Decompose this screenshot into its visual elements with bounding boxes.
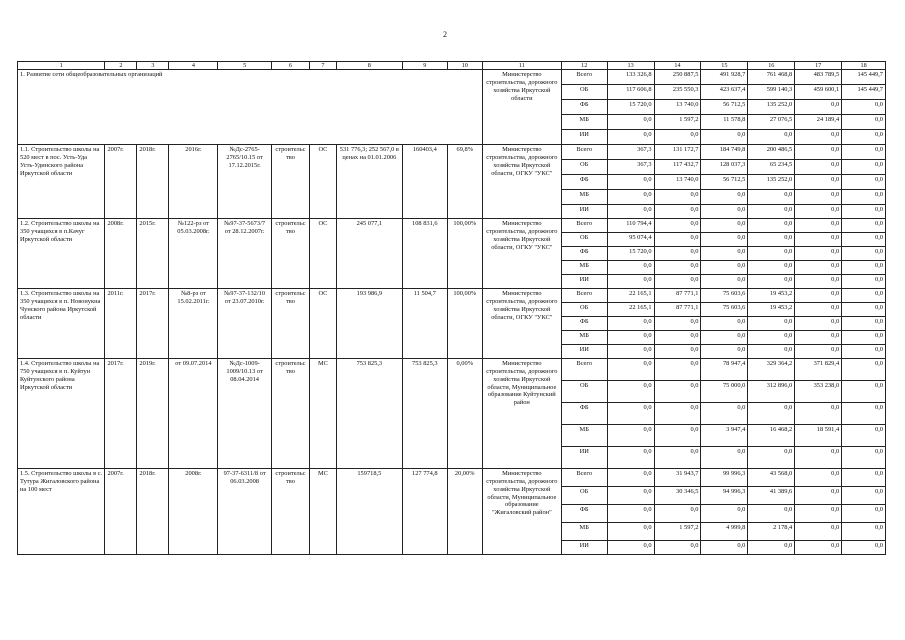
amount-cell: 0,0 — [795, 331, 842, 345]
table-row — [18, 145, 886, 160]
end-year: 2018г. — [137, 145, 169, 219]
header-cell: 1 — [18, 62, 105, 70]
amount-cell: 1 597,2 — [654, 115, 701, 130]
amount-cell: 0,0 — [842, 100, 886, 115]
expertise-ref: №Дс-1009-1009/10.13 от 08.04.2014 — [218, 359, 271, 469]
funding-source: ИИ — [561, 345, 607, 359]
amount-cell: 0,0 — [607, 487, 654, 505]
amount-cell: 312 896,0 — [748, 381, 795, 403]
amount-cell: 0,0 — [748, 205, 795, 219]
amount-cell: 0,0 — [795, 447, 842, 469]
amount-cell: 0,0 — [607, 381, 654, 403]
amount-cell: 0,0 — [795, 100, 842, 115]
amount-cell: 0,0 — [701, 205, 748, 219]
estimate-cost: 193 986,9 — [336, 289, 402, 359]
amount-cell: 0,0 — [654, 130, 701, 145]
amount-cell: 110 794,4 — [607, 219, 654, 233]
amount-cell: 0,0 — [795, 345, 842, 359]
amount-cell: 0,0 — [654, 403, 701, 425]
amount-cell: 483 789,5 — [795, 70, 842, 85]
amount-cell: 0,0 — [607, 115, 654, 130]
amount-cell: 0,0 — [654, 275, 701, 289]
amount-cell: 0,0 — [748, 317, 795, 331]
amount-cell: 0,0 — [748, 247, 795, 261]
amount-cell: 0,0 — [748, 190, 795, 205]
amount-cell: 0,0 — [607, 205, 654, 219]
funding-source: Всего — [561, 359, 607, 381]
amount-cell: 0,0 — [654, 317, 701, 331]
header-cell: 15 — [701, 62, 748, 70]
amount-cell: 22 165,1 — [607, 289, 654, 303]
amount-cell: 15 720,0 — [607, 100, 654, 115]
amount-cell: 0,0 — [607, 541, 654, 555]
amount-cell: 18 591,4 — [795, 425, 842, 447]
funding-source: ФБ — [561, 505, 607, 523]
funding-source: ФБ — [561, 247, 607, 261]
amount-cell: 0,0 — [842, 115, 886, 130]
amount-cell: 41 389,6 — [748, 487, 795, 505]
table-row — [18, 70, 886, 85]
amount-cell: 31 943,7 — [654, 469, 701, 487]
amount-cell: 0,0 — [748, 541, 795, 555]
funding-source: МБ — [561, 331, 607, 345]
expertise-ref: №97-37-132/10 от 23.07.2010г. — [218, 289, 271, 359]
amount-cell: 0,0 — [654, 541, 701, 555]
amount-cell: 0,0 — [842, 523, 886, 541]
amount-cell: 0,0 — [795, 233, 842, 247]
funding-source: ИИ — [561, 541, 607, 555]
executor: Министерство строительства, дорожного хозяйства Иркутской области, ОГКУ "УКС" — [482, 145, 561, 219]
readiness-percent: 69,8% — [447, 145, 482, 219]
funding-source: Всего — [561, 70, 607, 85]
amount-cell: 75 000,0 — [701, 381, 748, 403]
amount-cell: 0,0 — [607, 403, 654, 425]
amount-cell: 0,0 — [795, 523, 842, 541]
header-cell: 2 — [105, 62, 137, 70]
funding-source: Всего — [561, 145, 607, 160]
amount-cell: 0,0 — [607, 425, 654, 447]
estimate-cost: 245 077,1 — [336, 219, 402, 289]
ownership: ОС — [310, 145, 337, 219]
amount-cell: 0,0 — [748, 331, 795, 345]
amount-cell: 0,0 — [795, 289, 842, 303]
amount-cell: 0,0 — [748, 447, 795, 469]
decision-ref: №8-рз от 15.02.2011г. — [169, 289, 218, 359]
work-type: строительс тво — [271, 289, 309, 359]
amount-cell: 0,0 — [607, 469, 654, 487]
table-row — [18, 289, 886, 303]
readiness-percent: 100,00% — [447, 219, 482, 289]
amount-cell: 0,0 — [701, 233, 748, 247]
amount-cell: 367,3 — [607, 145, 654, 160]
start-year: 2008г. — [105, 219, 137, 289]
table-row — [18, 359, 886, 381]
amount-cell: 75 603,6 — [701, 289, 748, 303]
work-type: строительс тво — [271, 145, 309, 219]
amount-cell: 11 578,8 — [701, 115, 748, 130]
amount-cell: 0,0 — [842, 145, 886, 160]
amount-cell: 0,0 — [607, 317, 654, 331]
amount-cell: 0,0 — [795, 505, 842, 523]
amount-cell: 99 996,3 — [701, 469, 748, 487]
amount-cell: 0,0 — [701, 403, 748, 425]
amount-cell: 0,0 — [842, 261, 886, 275]
executor: Министерство строительства, дорожного хозяйства Иркутской области, Муниципальное образование "Жигаловский район" — [482, 469, 561, 555]
amount-cell: 423 637,4 — [701, 85, 748, 100]
amount-cell: 0,0 — [795, 469, 842, 487]
readiness-percent: 0,00% — [447, 359, 482, 469]
end-year: 2018г. — [137, 469, 169, 555]
section-title: 1. Развитие сети общеобразовательных организаций — [18, 70, 483, 145]
amount-cell: 0,0 — [701, 331, 748, 345]
amount-cell: 0,0 — [842, 317, 886, 331]
amount-cell: 0,0 — [654, 345, 701, 359]
header-cell: 6 — [271, 62, 309, 70]
header-cell: 18 — [842, 62, 886, 70]
executor: Министерство строительства, дорожного хозяйства Иркутской области, ОГКУ "УКС" — [482, 289, 561, 359]
amount-cell: 24 189,4 — [795, 115, 842, 130]
amount-cell: 1 597,2 — [654, 523, 701, 541]
estimate-cost: 159718,5 — [336, 469, 402, 555]
remaining-cost: 127 774,8 — [402, 469, 447, 555]
ownership: ОС — [310, 219, 337, 289]
amount-cell: 0,0 — [748, 130, 795, 145]
amount-cell: 0,0 — [842, 130, 886, 145]
amount-cell: 0,0 — [842, 403, 886, 425]
amount-cell: 19 453,2 — [748, 303, 795, 317]
amount-cell: 2 178,4 — [748, 523, 795, 541]
amount-cell: 0,0 — [842, 345, 886, 359]
amount-cell: 0,0 — [701, 505, 748, 523]
amount-cell: 0,0 — [701, 190, 748, 205]
amount-cell: 94 996,3 — [701, 487, 748, 505]
amount-cell: 0,0 — [607, 523, 654, 541]
amount-cell: 0,0 — [607, 175, 654, 190]
amount-cell: 0,0 — [842, 219, 886, 233]
amount-cell: 87 771,1 — [654, 289, 701, 303]
amount-cell: 0,0 — [748, 261, 795, 275]
amount-cell: 27 076,5 — [748, 115, 795, 130]
amount-cell: 0,0 — [701, 447, 748, 469]
executor: Министерство строительства, дорожного хозяйства Иркутской области, ОГКУ "УКС" — [482, 219, 561, 289]
amount-cell: 43 568,0 — [748, 469, 795, 487]
amount-cell: 0,0 — [842, 275, 886, 289]
amount-cell: 0,0 — [842, 381, 886, 403]
amount-cell: 0,0 — [701, 275, 748, 289]
amount-cell: 0,0 — [748, 403, 795, 425]
object-name: 1.2. Строительство школы на 350 учащихся в п.Качуг Иркутской области — [18, 219, 105, 289]
amount-cell: 0,0 — [607, 261, 654, 275]
ownership: МС — [310, 469, 337, 555]
amount-cell: 0,0 — [795, 541, 842, 555]
header-cell: 8 — [336, 62, 402, 70]
readiness-percent: 100,00% — [447, 289, 482, 359]
funding-source: МБ — [561, 190, 607, 205]
amount-cell: 0,0 — [795, 160, 842, 175]
amount-cell: 184 749,8 — [701, 145, 748, 160]
amount-cell: 56 712,5 — [701, 175, 748, 190]
amount-cell: 0,0 — [842, 303, 886, 317]
amount-cell: 0,0 — [842, 469, 886, 487]
amount-cell: 0,0 — [795, 205, 842, 219]
amount-cell: 0,0 — [654, 219, 701, 233]
amount-cell: 0,0 — [607, 130, 654, 145]
estimate-cost: 531 776,3; 252 567,0 в ценах на 01.01.2006 — [336, 145, 402, 219]
amount-cell: 0,0 — [842, 160, 886, 175]
object-name: 1.3. Строительство школы на 350 учащихся в п. Новонукна Чунского района Иркутской области — [18, 289, 105, 359]
expertise-ref: 97-37-6311/8 от 06.03.2008 — [218, 469, 271, 555]
amount-cell: 459 600,1 — [795, 85, 842, 100]
amount-cell: 0,0 — [654, 331, 701, 345]
amount-cell: 145 449,7 — [842, 85, 886, 100]
amount-cell: 0,0 — [795, 403, 842, 425]
amount-cell: 133 326,8 — [607, 70, 654, 85]
funding-source: Всего — [561, 219, 607, 233]
end-year: 2015г. — [137, 219, 169, 289]
header-cell: 10 — [447, 62, 482, 70]
amount-cell: 0,0 — [654, 205, 701, 219]
amount-cell: 0,0 — [748, 233, 795, 247]
amount-cell: 0,0 — [701, 219, 748, 233]
ownership: МС — [310, 359, 337, 469]
ownership: ОС — [310, 289, 337, 359]
amount-cell: 0,0 — [701, 247, 748, 261]
amount-cell: 0,0 — [748, 275, 795, 289]
executor: Министерство строительства, дорожного хозяйства Иркутской области — [482, 70, 561, 145]
remaining-cost: 11 504,7 — [402, 289, 447, 359]
amount-cell: 0,0 — [795, 303, 842, 317]
amount-cell: 0,0 — [748, 219, 795, 233]
amount-cell: 0,0 — [654, 261, 701, 275]
object-name: 1.4. Строительство школы на 750 учащихся в п. Куйтун Куйтунского района Иркутской области — [18, 359, 105, 469]
header-cell: 17 — [795, 62, 842, 70]
amount-cell: 250 887,5 — [654, 70, 701, 85]
amount-cell: 0,0 — [654, 247, 701, 261]
amount-cell: 117 606,8 — [607, 85, 654, 100]
amount-cell: 0,0 — [842, 247, 886, 261]
amount-cell: 0,0 — [842, 505, 886, 523]
header-cell: 7 — [310, 62, 337, 70]
amount-cell: 367,3 — [607, 160, 654, 175]
amount-cell: 117 432,7 — [654, 160, 701, 175]
object-name: 1.5. Строительство школы в с. Тутура Жигаловского района на 100 мест — [18, 469, 105, 555]
amount-cell: 145 449,7 — [842, 70, 886, 85]
amount-cell: 0,0 — [654, 190, 701, 205]
remaining-cost: 108 831,6 — [402, 219, 447, 289]
work-type: строительс тво — [271, 219, 309, 289]
amount-cell: 19 453,2 — [748, 289, 795, 303]
funding-source: ФБ — [561, 403, 607, 425]
amount-cell: 371 829,4 — [795, 359, 842, 381]
funding-source: ФБ — [561, 317, 607, 331]
amount-cell: 0,0 — [842, 233, 886, 247]
amount-cell: 0,0 — [795, 190, 842, 205]
table-row — [18, 219, 886, 233]
header-cell: 12 — [561, 62, 607, 70]
funding-source: Всего — [561, 289, 607, 303]
start-year: 2011г. — [105, 289, 137, 359]
amount-cell: 0,0 — [795, 275, 842, 289]
amount-cell: 0,0 — [607, 359, 654, 381]
amount-cell: 0,0 — [701, 261, 748, 275]
start-year: 2017г. — [105, 359, 137, 469]
funding-source: ИИ — [561, 447, 607, 469]
amount-cell: 0,0 — [842, 289, 886, 303]
amount-cell: 0,0 — [842, 425, 886, 447]
amount-cell: 0,0 — [701, 130, 748, 145]
amount-cell: 599 140,3 — [748, 85, 795, 100]
amount-cell: 0,0 — [654, 359, 701, 381]
amount-cell: 0,0 — [748, 345, 795, 359]
funding-source: Всего — [561, 469, 607, 487]
amount-cell: 22 165,1 — [607, 303, 654, 317]
amount-cell: 30 346,5 — [654, 487, 701, 505]
amount-cell: 0,0 — [842, 331, 886, 345]
expertise-ref: №Дс-2765-2765/10.15 от 17.12.2015г. — [218, 145, 271, 219]
amount-cell: 0,0 — [795, 247, 842, 261]
funding-source: МБ — [561, 523, 607, 541]
end-year: 2019г. — [137, 359, 169, 469]
amount-cell: 0,0 — [842, 447, 886, 469]
amount-cell: 0,0 — [795, 487, 842, 505]
amount-cell: 0,0 — [795, 317, 842, 331]
amount-cell: 0,0 — [701, 541, 748, 555]
amount-cell: 0,0 — [607, 331, 654, 345]
remaining-cost: 753 825,3 — [402, 359, 447, 469]
header-cell: 13 — [607, 62, 654, 70]
header-cell: 4 — [169, 62, 218, 70]
amount-cell: 353 238,0 — [795, 381, 842, 403]
funding-source: ОБ — [561, 381, 607, 403]
amount-cell: 0,0 — [842, 487, 886, 505]
object-name: 1.1. Строительство школы на 520 мест в пос. Усть-Уда Усть-Удинского района Иркутской области — [18, 145, 105, 219]
start-year: 2007г. — [105, 469, 137, 555]
amount-cell: 0,0 — [842, 359, 886, 381]
amount-cell: 56 712,5 — [701, 100, 748, 115]
funding-source: ФБ — [561, 175, 607, 190]
amount-cell: 0,0 — [795, 130, 842, 145]
amount-cell: 128 037,3 — [701, 160, 748, 175]
amount-cell: 0,0 — [654, 505, 701, 523]
amount-cell: 0,0 — [842, 205, 886, 219]
amount-cell: 200 486,5 — [748, 145, 795, 160]
amount-cell: 0,0 — [701, 317, 748, 331]
amount-cell: 0,0 — [795, 261, 842, 275]
funding-source: ИИ — [561, 130, 607, 145]
amount-cell: 491 928,7 — [701, 70, 748, 85]
funding-source: ОБ — [561, 85, 607, 100]
amount-cell: 75 603,6 — [701, 303, 748, 317]
amount-cell: 0,0 — [795, 175, 842, 190]
amount-cell: 131 172,7 — [654, 145, 701, 160]
funding-source: ОБ — [561, 303, 607, 317]
amount-cell: 235 550,3 — [654, 85, 701, 100]
estimate-cost: 753 825,3 — [336, 359, 402, 469]
amount-cell: 0,0 — [654, 425, 701, 447]
amount-cell: 0,0 — [701, 345, 748, 359]
work-type: строительс тво — [271, 359, 309, 469]
remaining-cost: 160403,4 — [402, 145, 447, 219]
amount-cell: 95 074,4 — [607, 233, 654, 247]
amount-cell: 0,0 — [607, 345, 654, 359]
amount-cell: 0,0 — [607, 447, 654, 469]
header-cell: 3 — [137, 62, 169, 70]
header-row — [18, 62, 886, 70]
funding-source: ОБ — [561, 233, 607, 247]
amount-cell: 16 468,2 — [748, 425, 795, 447]
amount-cell: 135 252,0 — [748, 175, 795, 190]
amount-cell: 0,0 — [654, 381, 701, 403]
table-row — [18, 469, 886, 487]
program-table — [17, 61, 886, 555]
funding-source: МБ — [561, 115, 607, 130]
amount-cell: 0,0 — [842, 190, 886, 205]
amount-cell: 87 771,1 — [654, 303, 701, 317]
decision-ref: 2016г. — [169, 145, 218, 219]
amount-cell: 135 252,0 — [748, 100, 795, 115]
amount-cell: 0,0 — [654, 447, 701, 469]
amount-cell: 0,0 — [795, 219, 842, 233]
amount-cell: 761 468,8 — [748, 70, 795, 85]
header-cell: 9 — [402, 62, 447, 70]
header-cell: 16 — [748, 62, 795, 70]
work-type: строительс тво — [271, 469, 309, 555]
amount-cell: 78 947,4 — [701, 359, 748, 381]
start-year: 2007г. — [105, 145, 137, 219]
amount-cell: 0,0 — [654, 233, 701, 247]
funding-source: ОБ — [561, 160, 607, 175]
amount-cell: 0,0 — [842, 175, 886, 190]
funding-source: ИИ — [561, 205, 607, 219]
amount-cell: 15 720,0 — [607, 247, 654, 261]
amount-cell: 3 947,4 — [701, 425, 748, 447]
amount-cell: 4 999,8 — [701, 523, 748, 541]
amount-cell: 329 364,2 — [748, 359, 795, 381]
funding-source: МБ — [561, 425, 607, 447]
amount-cell: 13 740,0 — [654, 100, 701, 115]
amount-cell: 0,0 — [607, 505, 654, 523]
funding-source: МБ — [561, 261, 607, 275]
funding-source: ИИ — [561, 275, 607, 289]
amount-cell: 0,0 — [795, 145, 842, 160]
expertise-ref: №97-37-5673/7 от 28.12.2007г. — [218, 219, 271, 289]
header-cell: 5 — [218, 62, 271, 70]
funding-source: ОБ — [561, 487, 607, 505]
decision-ref: №122-рз от 05.03.2008г. — [169, 219, 218, 289]
amount-cell: 0,0 — [842, 541, 886, 555]
header-cell: 11 — [482, 62, 561, 70]
page-number: 2 — [443, 30, 447, 39]
amount-cell: 0,0 — [607, 275, 654, 289]
end-year: 2017г. — [137, 289, 169, 359]
amount-cell: 0,0 — [607, 190, 654, 205]
executor: Министерство строительства, дорожного хозяйства Иркутской области, Муниципальное образование Куйтунский район — [482, 359, 561, 469]
decision-ref: 2008г. — [169, 469, 218, 555]
amount-cell: 65 234,5 — [748, 160, 795, 175]
header-cell: 14 — [654, 62, 701, 70]
amount-cell: 13 740,0 — [654, 175, 701, 190]
funding-source: ФБ — [561, 100, 607, 115]
decision-ref: от 09.07.2014 — [169, 359, 218, 469]
readiness-percent: 20,00% — [447, 469, 482, 555]
amount-cell: 0,0 — [748, 505, 795, 523]
